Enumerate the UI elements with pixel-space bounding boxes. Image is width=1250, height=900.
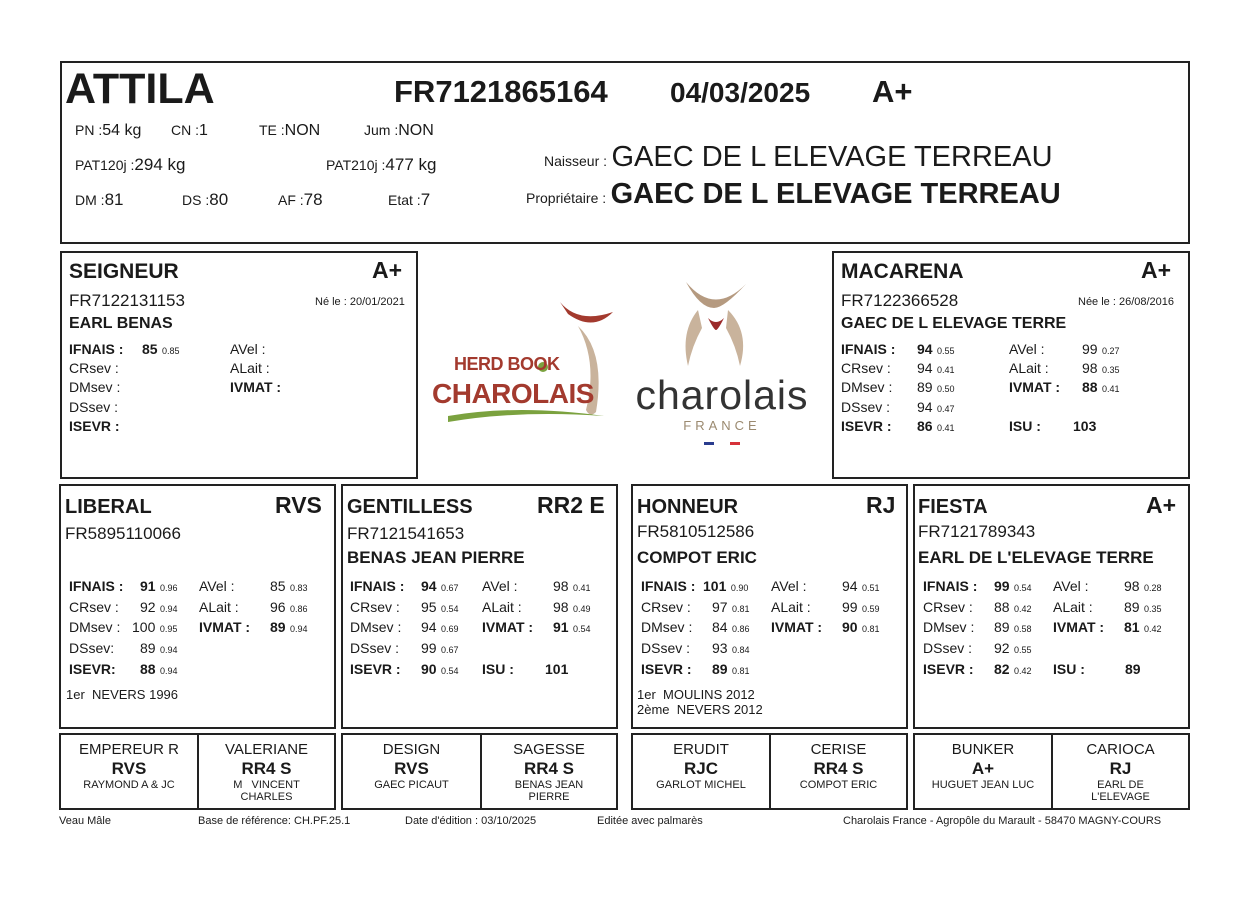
ggp-owner-line2: PIERRE	[528, 791, 570, 803]
gp-avel-value: 94 0.51	[842, 578, 880, 594]
ggp-owner-line2: CHARLES	[240, 791, 293, 803]
af-field: AF :78	[278, 190, 323, 209]
gp-id: FR7121789343	[918, 522, 1036, 541]
grandparent-panel-fiesta	[913, 484, 1190, 729]
footer-sex: Veau Mâle	[59, 815, 111, 827]
gp-alait-label: ALait :	[1053, 599, 1093, 615]
gp-qualification: RVS	[275, 492, 322, 518]
ggp-qualification: RR4 S	[523, 759, 575, 778]
dam-crsev-value: 94 0.41	[917, 360, 955, 376]
sire-birthdate: Né le : 20/01/2021	[315, 296, 405, 308]
gp-ifnais-label: IFNAIS :	[350, 578, 405, 594]
herdbook-charolais-logo	[428, 292, 624, 428]
grandparent-panel-honneur	[631, 484, 908, 729]
etat-field: Etat :7	[388, 190, 431, 209]
gp-owner: EARL DE L'ELEVAGE TERRE	[918, 548, 1154, 567]
gp-crsev-label: CRsev :	[641, 599, 691, 615]
gp-dmsev-value: 89 0.58	[994, 619, 1032, 635]
gp-ivmat-value: 91 0.54	[553, 619, 591, 635]
gp-isevr-value: 88 0.94	[140, 661, 178, 677]
gp-ifnais-label: IFNAIS :	[923, 578, 978, 594]
dam-isevr-label: ISEVR :	[841, 418, 892, 434]
gp-avel-value: 85 0.83	[270, 578, 308, 594]
naisseur-value: GAEC DE L ELEVAGE TERREAU	[611, 141, 1053, 173]
dam-isevr-value: 86 0.41	[917, 418, 955, 434]
gp-crsev-label: CRsev :	[69, 599, 119, 615]
charolais-france-logo	[620, 280, 824, 450]
gp-isevr-label: ISEVR :	[641, 661, 692, 677]
ggp-qualification: RJC	[683, 759, 718, 778]
gp-ifnais-value: 91 0.96	[140, 578, 178, 594]
gp-ifnais-value: 94 0.67	[421, 578, 459, 594]
gp-ivmat-label: IVMAT :	[482, 619, 534, 635]
animal-qualification: A+	[872, 74, 913, 109]
gp-qualification: A+	[1146, 492, 1177, 518]
footer-palmares-note: Editée avec palmarès	[597, 815, 703, 827]
gp-dmsev-label: DMsev :	[641, 619, 693, 635]
gp-qualification: RR2 E	[537, 492, 605, 518]
sire-avel-label: AVel :	[230, 341, 266, 357]
gp-isevr-label: ISEVR :	[350, 661, 401, 677]
gp-ifnais-label: IFNAIS :	[69, 578, 124, 594]
sire-isevr-label: ISEVR :	[69, 418, 120, 434]
ggp-cell	[199, 735, 334, 808]
gp-ifnais-label: IFNAIS :	[641, 578, 696, 594]
dam-isu-label: ISU :	[1009, 418, 1041, 434]
animal-header-panel	[60, 61, 1190, 244]
gp-id: FR5895110066	[65, 524, 181, 543]
gp-isevr-value: 89 0.81	[712, 661, 750, 677]
gp-name: LIBERAL	[65, 496, 152, 518]
ggp-qualification: RR4 S	[813, 759, 864, 778]
dam-panel	[832, 251, 1190, 479]
gp-crsev-value: 88 0.42	[994, 599, 1032, 615]
sire-ifnais-value: 85 0.85	[142, 341, 180, 357]
sire-ifnais-label: IFNAIS :	[69, 341, 124, 357]
ggp-cell	[61, 735, 199, 808]
footer-address: Charolais France - Agropôle du Marault - 58470 MAGNY-COURS	[843, 815, 1162, 827]
sire-owner: EARL BENAS	[69, 315, 173, 332]
ggp-qualification: RR4 S	[241, 759, 292, 778]
ggp-owner: EARL DE	[1097, 779, 1144, 791]
gp-isu-label: ISU :	[1053, 661, 1085, 677]
dam-dmsev-value: 89 0.50	[917, 379, 955, 395]
gp-dssev-label: DSsev :	[923, 640, 973, 656]
animal-id: FR7121865164	[394, 74, 608, 109]
dam-birthdate: Née le : 26/08/2016	[1078, 296, 1175, 308]
jum-field: Jum :NON	[364, 122, 434, 139]
ggp-name: EMPEREUR R	[78, 741, 179, 758]
dam-ivmat-label: IVMAT :	[1009, 379, 1061, 395]
gp-owner: COMPOT ERIC	[637, 548, 757, 567]
sire-dssev-label: DSsev :	[69, 399, 119, 415]
gp-ivmat-value: 89 0.94	[270, 619, 308, 635]
sire-id: FR7122131153	[69, 291, 185, 310]
gp-dssev-value: 93 0.84	[712, 640, 750, 656]
gp-avel-label: AVel :	[482, 578, 518, 594]
gp-ivmat-value: 90 0.81	[842, 619, 880, 635]
gp-dmsev-label: DMsev :	[350, 619, 402, 635]
gp-owner: BENAS JEAN PIERRE	[347, 548, 525, 567]
ggp-qualification: RJ	[1109, 759, 1132, 778]
gp-avel-value: 98 0.41	[553, 578, 591, 594]
gp-name: HONNEUR	[637, 496, 739, 518]
ggp-name: DESIGN	[382, 741, 441, 758]
france-word: FRANCE	[683, 418, 761, 433]
ggp-name: CERISE	[810, 741, 867, 758]
gp-isu-label: ISU :	[482, 661, 514, 677]
dam-ifnais-label: IFNAIS :	[841, 341, 896, 357]
gp-crsev-value: 95 0.54	[421, 599, 459, 615]
ds-field: DS :80	[182, 190, 229, 209]
dam-alait-label: ALait :	[1009, 360, 1049, 376]
gp-dmsev-value: 84 0.86	[712, 619, 750, 635]
ggp-owner: GAEC PICAUT	[374, 779, 449, 791]
gp-crsev-label: CRsev :	[923, 599, 973, 615]
ggp-cell	[915, 735, 1053, 808]
dam-qualification: A+	[1141, 257, 1172, 283]
charolais-word: charolais	[635, 372, 809, 418]
ggp-name: ERUDIT	[673, 741, 729, 758]
proprietaire-value: GAEC DE L ELEVAGE TERREAU	[610, 178, 1061, 210]
gp-dssev-label: DSsev:	[69, 640, 115, 656]
gp-isevr-value: 90 0.54	[421, 661, 459, 677]
sire-dmsev-label: DMsev :	[69, 379, 121, 395]
gp-isu-value: 101	[545, 661, 569, 677]
pat210-field: PAT210j :477 kg	[326, 155, 437, 174]
gp-isevr-label: ISEVR :	[923, 661, 974, 677]
gp-dmsev-label: DMsev :	[923, 619, 975, 635]
ggp-cell	[343, 735, 482, 808]
dam-owner: GAEC DE L ELEVAGE TERRE	[841, 315, 1067, 332]
ggp-owner: COMPOT ERIC	[799, 779, 878, 791]
animal-name: ATTILA	[65, 65, 215, 113]
great-grandparents-group-4	[913, 733, 1190, 810]
footer-edition-date: Date d'édition : 03/10/2025	[405, 815, 537, 827]
gp-dssev-value: 89 0.94	[140, 640, 178, 656]
gp-ivmat-label: IVMAT :	[199, 619, 251, 635]
sire-name: SEIGNEUR	[69, 260, 179, 283]
dam-id: FR7122366528	[841, 291, 959, 310]
gp-ifnais-value: 99 0.54	[994, 578, 1032, 594]
gp-isu-value: 89	[1125, 661, 1141, 677]
sire-panel	[60, 251, 418, 479]
cn-field: CN :1	[171, 122, 208, 139]
dm-field: DM :81	[75, 190, 124, 209]
gp-avel-label: AVel :	[1053, 578, 1089, 594]
ggp-cell	[771, 735, 906, 808]
gp-alait-label: ALait :	[199, 599, 239, 615]
great-grandparents-group-3	[631, 733, 908, 810]
pat120-field: PAT120j :294 kg	[75, 155, 186, 174]
sire-alait-label: ALait :	[230, 360, 270, 376]
ggp-qualification: RVS	[111, 759, 147, 778]
grandparent-panel-liberal	[59, 484, 336, 729]
gp-ivmat-label: IVMAT :	[771, 619, 823, 635]
gp-ifnais-value: 101 0.90	[703, 578, 749, 594]
gp-dmsev-value: 94 0.69	[421, 619, 459, 635]
dam-isu-value: 103	[1073, 418, 1097, 434]
dam-alait-value: 98 0.35	[1082, 360, 1120, 376]
gp-palmares-1: 1er NEVERS 1996	[66, 687, 179, 702]
ggp-owner: HUGUET JEAN LUC	[931, 779, 1035, 791]
ggp-name: CARIOCA	[1086, 741, 1155, 758]
herdbook-top-text: HERD BOOK	[454, 354, 560, 374]
ggp-name: BUNKER	[951, 741, 1015, 758]
gp-qualification: RJ	[866, 492, 896, 518]
ggp-cell	[633, 735, 771, 808]
dam-name: MACARENA	[841, 260, 964, 283]
gp-ivmat-label: IVMAT :	[1053, 619, 1105, 635]
grandparent-panel-gentilless	[341, 484, 618, 729]
dam-dssev-value: 94 0.47	[917, 399, 955, 415]
ggp-owner: RAYMOND A & JC	[83, 779, 175, 791]
sire-qualification: A+	[372, 257, 403, 283]
pn-field: PN :54 kg	[75, 122, 142, 139]
dam-crsev-label: CRsev :	[841, 360, 891, 376]
gp-alait-label: ALait :	[771, 599, 811, 615]
gp-avel-label: AVel :	[199, 578, 235, 594]
dam-dssev-label: DSsev :	[841, 399, 891, 415]
proprietaire-field: Propriétaire : GAEC DE L ELEVAGE TERREAU	[526, 178, 1061, 210]
ggp-name: SAGESSE	[513, 741, 585, 758]
naisseur-field: Naisseur : GAEC DE L ELEVAGE TERREAU	[544, 141, 1053, 173]
gp-dssev-value: 92 0.55	[994, 640, 1032, 656]
dam-ifnais-value: 94 0.55	[917, 341, 955, 357]
gp-crsev-value: 97 0.81	[712, 599, 750, 615]
gp-alait-value: 96 0.86	[270, 599, 308, 615]
gp-isevr-label: ISEVR:	[69, 661, 116, 677]
sire-ivmat-label: IVMAT :	[230, 379, 282, 395]
animal-date: 04/03/2025	[670, 77, 811, 108]
gp-alait-value: 98 0.49	[553, 599, 591, 615]
gp-palmares-1: 1er MOULINS 2012	[637, 687, 755, 702]
gp-id: FR7121541653	[347, 524, 465, 543]
gp-name: FIESTA	[918, 496, 988, 518]
dam-ivmat-value: 88 0.41	[1082, 379, 1120, 395]
gp-crsev-value: 92 0.94	[140, 599, 178, 615]
sire-crsev-label: CRsev :	[69, 360, 119, 376]
ggp-owner: GARLOT MICHEL	[656, 779, 746, 791]
dam-avel-label: AVel :	[1009, 341, 1045, 357]
gp-dmsev-value: 100 0.95	[132, 619, 178, 635]
ggp-cell	[1053, 735, 1188, 808]
ggp-name: VALERIANE	[224, 741, 309, 758]
gp-palmares-2: 2ème NEVERS 2012	[637, 702, 763, 717]
ggp-qualification: RVS	[394, 759, 429, 778]
dam-avel-value: 99 0.27	[1082, 341, 1120, 357]
gp-dssev-label: DSsev :	[641, 640, 691, 656]
dam-dmsev-label: DMsev :	[841, 379, 893, 395]
gp-isevr-value: 82 0.42	[994, 661, 1032, 677]
gp-ivmat-value: 81 0.42	[1124, 619, 1162, 635]
great-grandparents-group-1	[59, 733, 336, 810]
gp-dmsev-label: DMsev :	[69, 619, 121, 635]
herdbook-main-text: CHAROLAIS	[432, 378, 594, 409]
gp-alait-value: 89 0.35	[1124, 599, 1162, 615]
gp-alait-value: 99 0.59	[842, 599, 880, 615]
gp-alait-label: ALait :	[482, 599, 522, 615]
great-grandparents-group-2	[341, 733, 618, 810]
gp-crsev-label: CRsev :	[350, 599, 400, 615]
ggp-cell	[482, 735, 616, 808]
gp-id: FR5810512586	[637, 522, 755, 541]
gp-name: GENTILLESS	[347, 496, 473, 518]
gp-dssev-label: DSsev :	[350, 640, 400, 656]
gp-dssev-value: 99 0.67	[421, 640, 459, 656]
ggp-owner-line2: L'ELEVAGE	[1091, 791, 1150, 803]
ggp-owner: M VINCENT	[233, 779, 300, 791]
gp-avel-label: AVel :	[771, 578, 807, 594]
te-field: TE :NON	[259, 122, 321, 139]
ggp-qualification: A+	[971, 759, 995, 778]
ggp-owner: BENAS JEAN	[514, 779, 584, 791]
footer-base: Base de référence: CH.PF.25.1	[198, 815, 351, 827]
gp-avel-value: 98 0.28	[1124, 578, 1162, 594]
